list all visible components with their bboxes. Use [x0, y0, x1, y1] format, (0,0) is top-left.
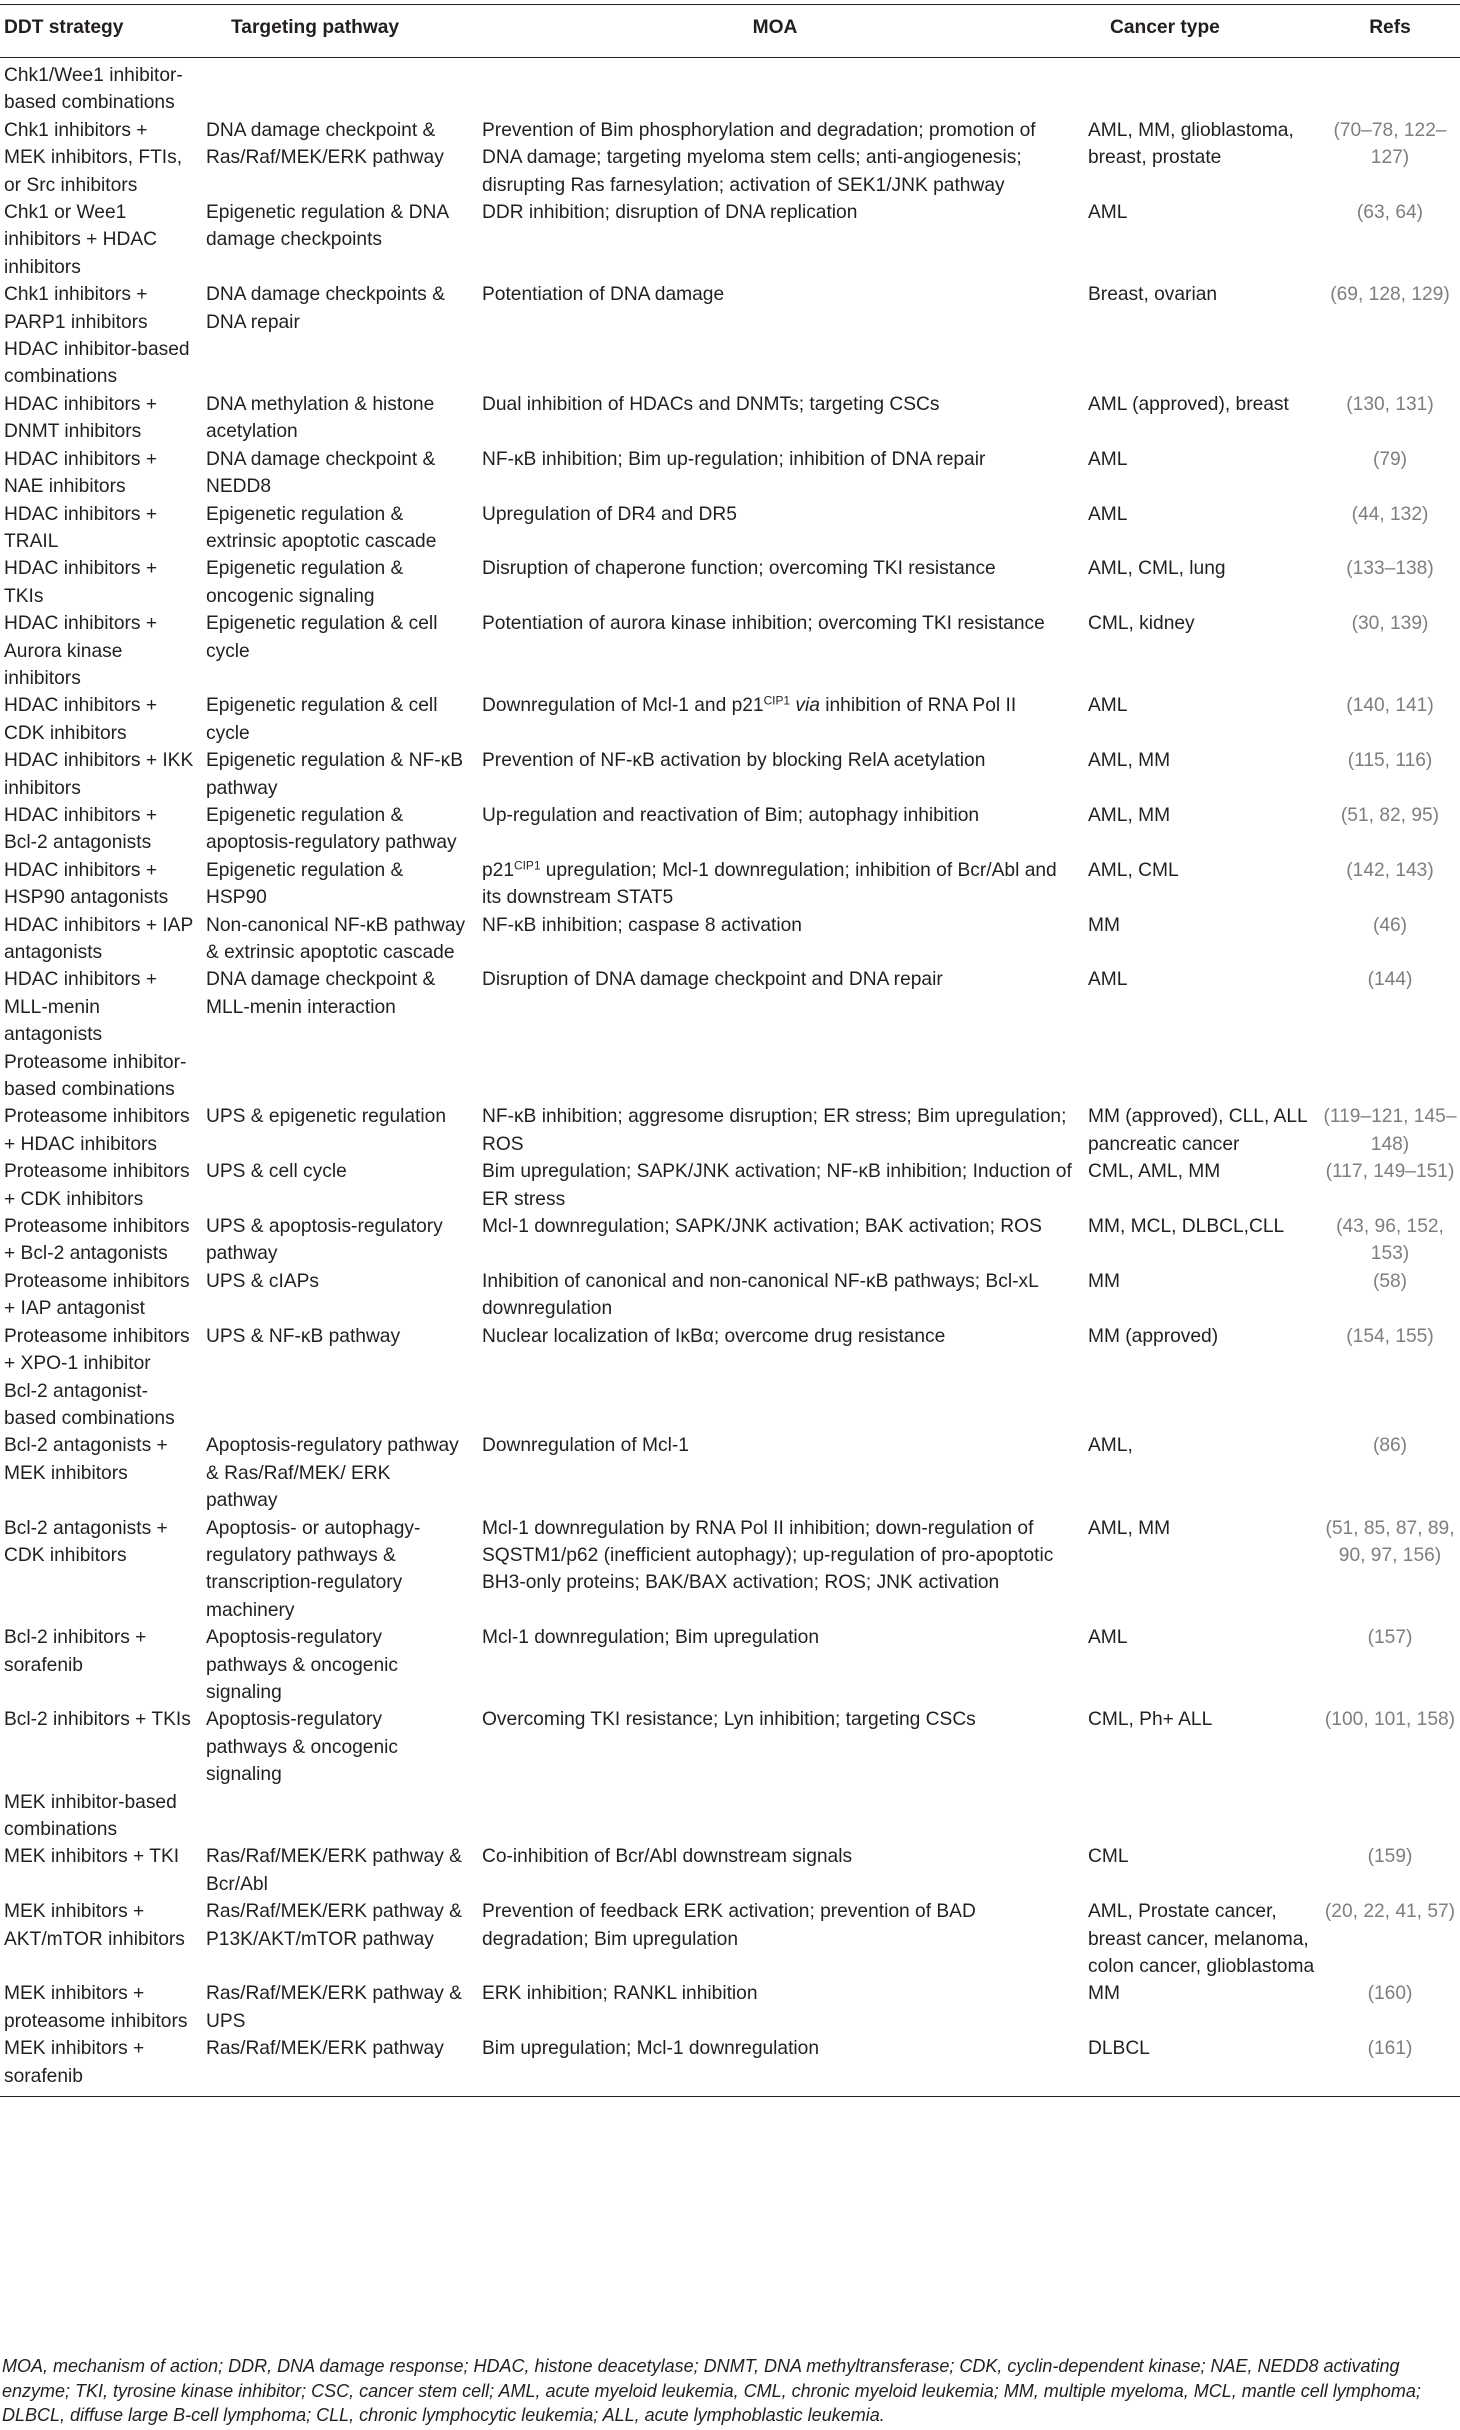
cell-ddt-strategy: Chk1 inhibitors + MEK inhibitors, FTIs, or Src inhibitors [4, 119, 183, 196]
cell-refs: (133–138) [1346, 558, 1434, 580]
table-header-row [0, 5, 1460, 58]
cell-cancer-type: MM, MCL, DLBCL,CLL [1088, 1216, 1285, 1238]
cell-moa [470, 1378, 1080, 1433]
cell-moa: Dual inhibition of HDACs and DNMTs; targeting CSCs [482, 393, 940, 415]
cell-targeting-pathway [198, 336, 470, 391]
cell-targeting-pathway: DNA damage checkpoint & Ras/Raf/MEK/ERK pathway [206, 119, 444, 169]
cell-moa [470, 58, 1080, 117]
table-row [0, 555, 1460, 610]
moa-superscript: CIP1 [763, 693, 791, 708]
cell-ddt-strategy: HDAC inhibitors + TRAIL [4, 503, 158, 552]
cell-targeting-pathway: DNA methylation & histone acetylation [206, 393, 435, 443]
table-row [0, 1898, 1460, 1980]
cell-cancer-type [1080, 58, 1320, 117]
cell-refs [1320, 336, 1460, 391]
cell-targeting-pathway: UPS & cIAPs [206, 1270, 320, 1292]
cell-targeting-pathway: Apoptosis-regulatory pathways & oncogenic signaling [206, 1709, 398, 1786]
moa-text: inhibition of RNA Pol II [825, 695, 1017, 717]
cell-moa: Upregulation of DR4 and DR5 [482, 503, 737, 525]
table-row [0, 117, 1460, 199]
cell-ddt-strategy: HDAC inhibitors + IAP antagonists [4, 914, 193, 963]
table-row [0, 1213, 1460, 1268]
cell-cancer-type: AML (approved), breast [1088, 393, 1289, 415]
cell-targeting-pathway: DNA damage checkpoints & DNA repair [206, 284, 445, 333]
cell-moa: Prevention of Bim phosphorylation and degradation; promotion of DNA damage; targeting myeloma stem cells; anti-angiogenesis; disrupting Ras farnesylation; activation of SEK1/JNK pathway [482, 119, 1036, 196]
table-row [0, 1624, 1460, 1706]
cell-ddt-strategy: MEK inhibitors + AKT/mTOR inhibitors [4, 1901, 185, 1950]
moa-text: Downregulation of Mcl-1 and p21 [482, 695, 764, 717]
cell-refs: (70–78, 122–127) [1333, 119, 1447, 169]
cell-ddt-strategy: Chk1/Wee1 inhibitor-based combinations [4, 65, 183, 114]
cell-ddt-strategy: MEK inhibitors + sorafenib [4, 2038, 145, 2087]
cell-moa: Prevention of NF-κB activation by blocking RelA acetylation [482, 750, 986, 772]
cell-cancer-type [1080, 1049, 1320, 1104]
table-footnote: MOA, mechanism of action; DDR, DNA damage response; HDAC, histone deacetylase; DNMT, DNA methyltransferase; CDK, cyclin-dependent kinase; NAE, NEDD8 activating enzyme; TKI, tyrosine kinase inhibitor; CSC, cancer stem cell; AML, acute myeloid leukemia, CML, chronic myeloid leukemia; MM, multiple myeloma, MCL, mantle cell lymphoma; DLBCL, diffuse large B-cell lymphoma; CLL, chronic lymphocytic leukemia; ALL, acute lymphoblastic leukemia. [2, 2356, 1421, 2426]
table-row [0, 58, 1460, 117]
cell-moa [470, 692, 1080, 747]
cell-ddt-strategy: HDAC inhibitors + Aurora kinase inhibitors [4, 613, 158, 689]
cell-targeting-pathway: UPS & cell cycle [206, 1161, 347, 1183]
cell-refs: (51, 85, 87, 89, 90, 97, 156) [1325, 1517, 1455, 1566]
header-refs: Refs [1320, 5, 1460, 58]
header-moa: MOA [470, 5, 1080, 58]
table-row [0, 501, 1460, 556]
cell-ddt-strategy: HDAC inhibitors + CDK inhibitors [4, 695, 158, 744]
ddt-combination-table [0, 4, 1460, 2097]
table-row [0, 1980, 1460, 2035]
cell-refs [1320, 58, 1460, 117]
cell-cancer-type: AML, MM, glioblastoma, breast, prostate [1088, 119, 1294, 169]
cell-targeting-pathway: Epigenetic regulation & extrinsic apoptotic cascade [206, 503, 437, 552]
cell-cancer-type: MM [1088, 1983, 1120, 2005]
cell-refs: (142, 143) [1346, 859, 1434, 881]
cell-moa: Potentiation of aurora kinase inhibition; overcoming TKI resistance [482, 613, 1045, 635]
moa-text: p21 [482, 859, 515, 881]
cell-moa: Mcl-1 downregulation; SAPK/JNK activation; BAK activation; ROS [482, 1216, 1042, 1238]
cell-cancer-type: CML [1088, 1846, 1129, 1868]
table-row [0, 1049, 1460, 1104]
cell-ddt-strategy: HDAC inhibitor-based combinations [4, 339, 190, 388]
cell-moa: NF-κB inhibition; aggresome disruption; ER stress; Bim upregulation; ROS [482, 1106, 1067, 1155]
cell-refs: (20, 22, 41, 57) [1324, 1901, 1456, 1923]
cell-refs: (100, 101, 158) [1324, 1709, 1456, 1731]
cell-refs: (46) [1372, 914, 1408, 936]
cell-targeting-pathway: Non-canonical NF-κB pathway & extrinsic apoptotic cascade [206, 914, 466, 963]
cell-cancer-type: CML, kidney [1088, 613, 1195, 635]
cell-refs: (161) [1367, 2038, 1413, 2060]
cell-refs [1320, 1789, 1460, 1844]
cell-targeting-pathway: UPS & epigenetic regulation [206, 1106, 446, 1128]
table-row [0, 610, 1460, 692]
cell-moa: Mcl-1 downregulation by RNA Pol II inhibition; down-regulation of SQSTM1/p62 (inefficient autophagy); up-regulation of pro-apoptotic BH3-only proteins; BAK/BAX activation; ROS; JNK activation [482, 1517, 1054, 1594]
cell-cancer-type: AML, [1088, 1435, 1133, 1457]
moa-italic: via [795, 695, 820, 717]
cell-targeting-pathway: Ras/Raf/MEK/ERK pathway & UPS [206, 1983, 462, 2032]
table-header [0, 5, 1460, 58]
cell-moa: Downregulation of Mcl-1 [482, 1435, 689, 1457]
cell-ddt-strategy: Proteasome inhibitors + IAP antagonist [4, 1270, 190, 1320]
cell-cancer-type: AML, MM [1088, 750, 1171, 772]
cell-refs: (154, 155) [1346, 1325, 1434, 1347]
cell-ddt-strategy: Chk1 or Wee1 inhibitors + HDAC inhibitors [4, 202, 158, 278]
cell-cancer-type: AML [1088, 1627, 1128, 1649]
cell-moa: Potentiation of DNA damage [482, 284, 725, 306]
cell-moa: Inhibition of canonical and non-canonical NF-κB pathways; Bcl-xL downregulation [482, 1270, 1039, 1320]
cell-cancer-type: CML, AML, MM [1088, 1161, 1221, 1183]
cell-ddt-strategy: Bcl-2 antagonists + MEK inhibitors [4, 1435, 168, 1484]
table-row [0, 391, 1460, 446]
moa-text: upregulation; Mcl-1 downregulation; inhibition of Bcr/Abl and its downstream STAT5 [482, 859, 1057, 909]
cell-cancer-type: AML [1088, 969, 1128, 991]
cell-targeting-pathway: Apoptosis-regulatory pathways & oncogenic signaling [206, 1627, 398, 1703]
cell-moa: NF-κB inhibition; caspase 8 activation [482, 914, 802, 936]
cell-moa: Up-regulation and reactivation of Bim; autophagy inhibition [482, 804, 980, 826]
cell-moa: Disruption of chaperone function; overcoming TKI resistance [482, 558, 996, 580]
cell-refs: (44, 132) [1351, 503, 1429, 525]
cell-cancer-type [1080, 1378, 1320, 1433]
cell-cancer-type: AML [1088, 695, 1128, 717]
cell-ddt-strategy: Proteasome inhibitor-based combinations [4, 1051, 187, 1101]
cell-ddt-strategy: MEK inhibitor-based combinations [4, 1791, 177, 1840]
cell-ddt-strategy: Proteasome inhibitors + HDAC inhibitors [4, 1106, 190, 1155]
cell-refs: (86) [1372, 1435, 1408, 1457]
table-row [0, 1432, 1460, 1514]
table-row [0, 199, 1460, 281]
cell-cancer-type: MM [1088, 1270, 1120, 1292]
cell-targeting-pathway: UPS & apoptosis-regulatory pathway [206, 1216, 443, 1265]
cell-targeting-pathway: Ras/Raf/MEK/ERK pathway & P13K/AKT/mTOR pathway [206, 1901, 462, 1950]
cell-refs: (43, 96, 152, 153) [1336, 1216, 1444, 1265]
cell-targeting-pathway: Epigenetic regulation & HSP90 [206, 859, 404, 909]
cell-refs: (130, 131) [1346, 393, 1434, 415]
header-cancer-type: Cancer type [1080, 5, 1320, 58]
cell-cancer-type: AML, MM [1088, 1517, 1171, 1539]
moa-superscript: CIP1 [514, 858, 541, 873]
cell-cancer-type [1080, 1789, 1320, 1844]
cell-targeting-pathway: UPS & NF-κB pathway [206, 1325, 401, 1347]
cell-moa: NF-κB inhibition; Bim up-regulation; inhibition of DNA repair [482, 448, 986, 470]
cell-refs [1320, 1378, 1460, 1433]
cell-targeting-pathway [198, 1378, 470, 1433]
table-row [0, 1843, 1460, 1898]
cell-ddt-strategy: Chk1 inhibitors + PARP1 inhibitors [4, 284, 148, 333]
cell-targeting-pathway: Apoptosis-regulatory pathway & Ras/Raf/MEK/ ERK pathway [206, 1435, 459, 1512]
cell-cancer-type: Breast, ovarian [1088, 284, 1218, 306]
cell-refs: (63, 64) [1356, 202, 1424, 224]
table-row [0, 1268, 1460, 1323]
cell-moa: Bim upregulation; SAPK/JNK activation; NF-κB inhibition; Induction of ER stress [482, 1161, 1072, 1210]
cell-cancer-type: AML [1088, 503, 1128, 525]
cell-moa: Mcl-1 downregulation; Bim upregulation [482, 1627, 820, 1649]
cell-cancer-type: AML, MM [1088, 804, 1171, 826]
table-row [0, 1378, 1460, 1433]
table-row [0, 857, 1460, 912]
cell-refs: (69, 128, 129) [1330, 284, 1450, 306]
table-row [0, 1515, 1460, 1625]
cell-targeting-pathway [198, 1049, 470, 1104]
cell-ddt-strategy: HDAC inhibitors + DNMT inhibitors [4, 393, 158, 443]
cell-refs: (144) [1367, 969, 1413, 991]
cell-cancer-type: MM [1088, 914, 1120, 936]
cell-targeting-pathway: DNA damage checkpoint & NEDD8 [206, 448, 436, 498]
cell-targeting-pathway: DNA damage checkpoint & MLL-menin interaction [206, 969, 436, 1018]
cell-cancer-type: DLBCL [1088, 2038, 1150, 2060]
cell-refs: (159) [1367, 1846, 1413, 1868]
table-row [0, 912, 1460, 967]
cell-ddt-strategy: HDAC inhibitors + TKIs [4, 558, 158, 607]
cell-ddt-strategy: HDAC inhibitors + HSP90 antagonists [4, 859, 169, 909]
cell-targeting-pathway [198, 1789, 470, 1844]
cell-moa [470, 336, 1080, 391]
table-row [0, 281, 1460, 336]
cell-cancer-type [1080, 336, 1320, 391]
cell-refs: (140, 141) [1346, 695, 1434, 717]
cell-refs: (30, 139) [1351, 613, 1429, 635]
cell-moa: Bim upregulation; Mcl-1 downregulation [482, 2038, 820, 2060]
cell-moa: Nuclear localization of IκBα; overcome drug resistance [482, 1325, 946, 1347]
cell-cancer-type: MM (approved), CLL, ALL pancreatic cancer [1088, 1106, 1307, 1155]
cell-cancer-type: AML [1088, 202, 1128, 224]
cell-ddt-strategy: HDAC inhibitors + Bcl-2 antagonists [4, 804, 158, 854]
cell-moa [470, 1789, 1080, 1844]
cell-targeting-pathway [198, 58, 470, 117]
cell-moa: ERK inhibition; RANKL inhibition [482, 1983, 758, 2005]
cell-moa: Disruption of DNA damage checkpoint and DNA repair [482, 969, 943, 991]
cell-targeting-pathway: Epigenetic regulation & apoptosis-regulatory pathway [206, 804, 457, 854]
table-row [0, 336, 1460, 391]
table-row [0, 1706, 1460, 1788]
header-targeting-pathway: Targeting pathway [198, 5, 470, 58]
cell-ddt-strategy: Proteasome inhibitors + XPO-1 inhibitor [4, 1325, 190, 1375]
cell-ddt-strategy: Bcl-2 inhibitors + TKIs [4, 1709, 191, 1731]
table-row [0, 966, 1460, 1048]
cell-targeting-pathway: Ras/Raf/MEK/ERK pathway & Bcr/Abl [206, 1846, 462, 1895]
cell-ddt-strategy: Bcl-2 antagonists + CDK inhibitors [4, 1517, 168, 1566]
cell-refs: (115, 116) [1347, 750, 1433, 772]
cell-ddt-strategy: Proteasome inhibitors + CDK inhibitors [4, 1161, 190, 1210]
cell-cancer-type: MM (approved) [1088, 1325, 1219, 1347]
table-row [0, 1103, 1460, 1158]
cell-cancer-type: AML, CML, lung [1088, 558, 1226, 580]
cell-ddt-strategy: HDAC inhibitors + IKK inhibitors [4, 750, 194, 799]
table-row [0, 747, 1460, 802]
cell-ddt-strategy: Bcl-2 inhibitors + sorafenib [4, 1627, 147, 1676]
cell-targeting-pathway: Epigenetic regulation & DNA damage checkpoints [206, 202, 449, 251]
table-row [0, 1789, 1460, 1844]
cell-cancer-type: CML, Ph+ ALL [1088, 1709, 1213, 1731]
table-body [0, 58, 1460, 2097]
cell-cancer-type: AML [1088, 448, 1128, 470]
cell-ddt-strategy: MEK inhibitors + proteasome inhibitors [4, 1983, 188, 2032]
table-row [0, 1158, 1460, 1213]
header-ddt-strategy: DDT strategy [0, 5, 198, 58]
cell-refs [1320, 1049, 1460, 1104]
cell-ddt-strategy: MEK inhibitors + TKI [4, 1846, 180, 1868]
cell-moa [470, 1049, 1080, 1104]
cell-ddt-strategy: HDAC inhibitors + NAE inhibitors [4, 448, 158, 498]
cell-refs: (58) [1372, 1270, 1408, 1292]
table-row [0, 692, 1460, 747]
cell-ddt-strategy: Bcl-2 antagonist-based combinations [4, 1380, 175, 1429]
cell-ddt-strategy: Proteasome inhibitors + Bcl-2 antagonists [4, 1216, 190, 1265]
cell-refs: (160) [1367, 1983, 1413, 2005]
table-row [0, 802, 1460, 857]
table-row [0, 1323, 1460, 1378]
cell-moa [470, 857, 1080, 912]
cell-refs: (117, 149–151) [1325, 1161, 1455, 1183]
cell-refs: (157) [1367, 1627, 1413, 1649]
cell-moa: DDR inhibition; disruption of DNA replication [482, 202, 858, 224]
cell-refs: (119–121, 145–148) [1323, 1106, 1457, 1155]
cell-moa: Prevention of feedback ERK activation; prevention of BAD degradation; Bim upregulation [482, 1901, 976, 1950]
table-row [0, 446, 1460, 501]
cell-moa: Overcoming TKI resistance; Lyn inhibition; targeting CSCs [482, 1709, 976, 1731]
cell-targeting-pathway: Apoptosis- or autophagy-regulatory pathways & transcription-regulatory machinery [206, 1517, 421, 1621]
table-row [0, 2035, 1460, 2096]
cell-targeting-pathway: Epigenetic regulation & oncogenic signaling [206, 558, 404, 607]
cell-targeting-pathway: Epigenetic regulation & cell cycle [206, 613, 438, 662]
cell-targeting-pathway: Epigenetic regulation & cell cycle [206, 695, 438, 744]
cell-refs: (51, 82, 95) [1340, 804, 1440, 826]
cell-targeting-pathway: Ras/Raf/MEK/ERK pathway [206, 2038, 444, 2060]
cell-refs: (79) [1372, 448, 1408, 470]
cell-ddt-strategy: HDAC inhibitors + MLL-menin antagonists [4, 969, 158, 1046]
cell-cancer-type: AML, CML [1088, 859, 1179, 881]
cell-targeting-pathway: Epigenetic regulation & NF-κB pathway [206, 750, 464, 799]
cell-moa: Co-inhibition of Bcr/Abl downstream signals [482, 1846, 853, 1868]
cell-cancer-type: AML, Prostate cancer, breast cancer, melanoma, colon cancer, glioblastoma [1088, 1901, 1315, 1978]
